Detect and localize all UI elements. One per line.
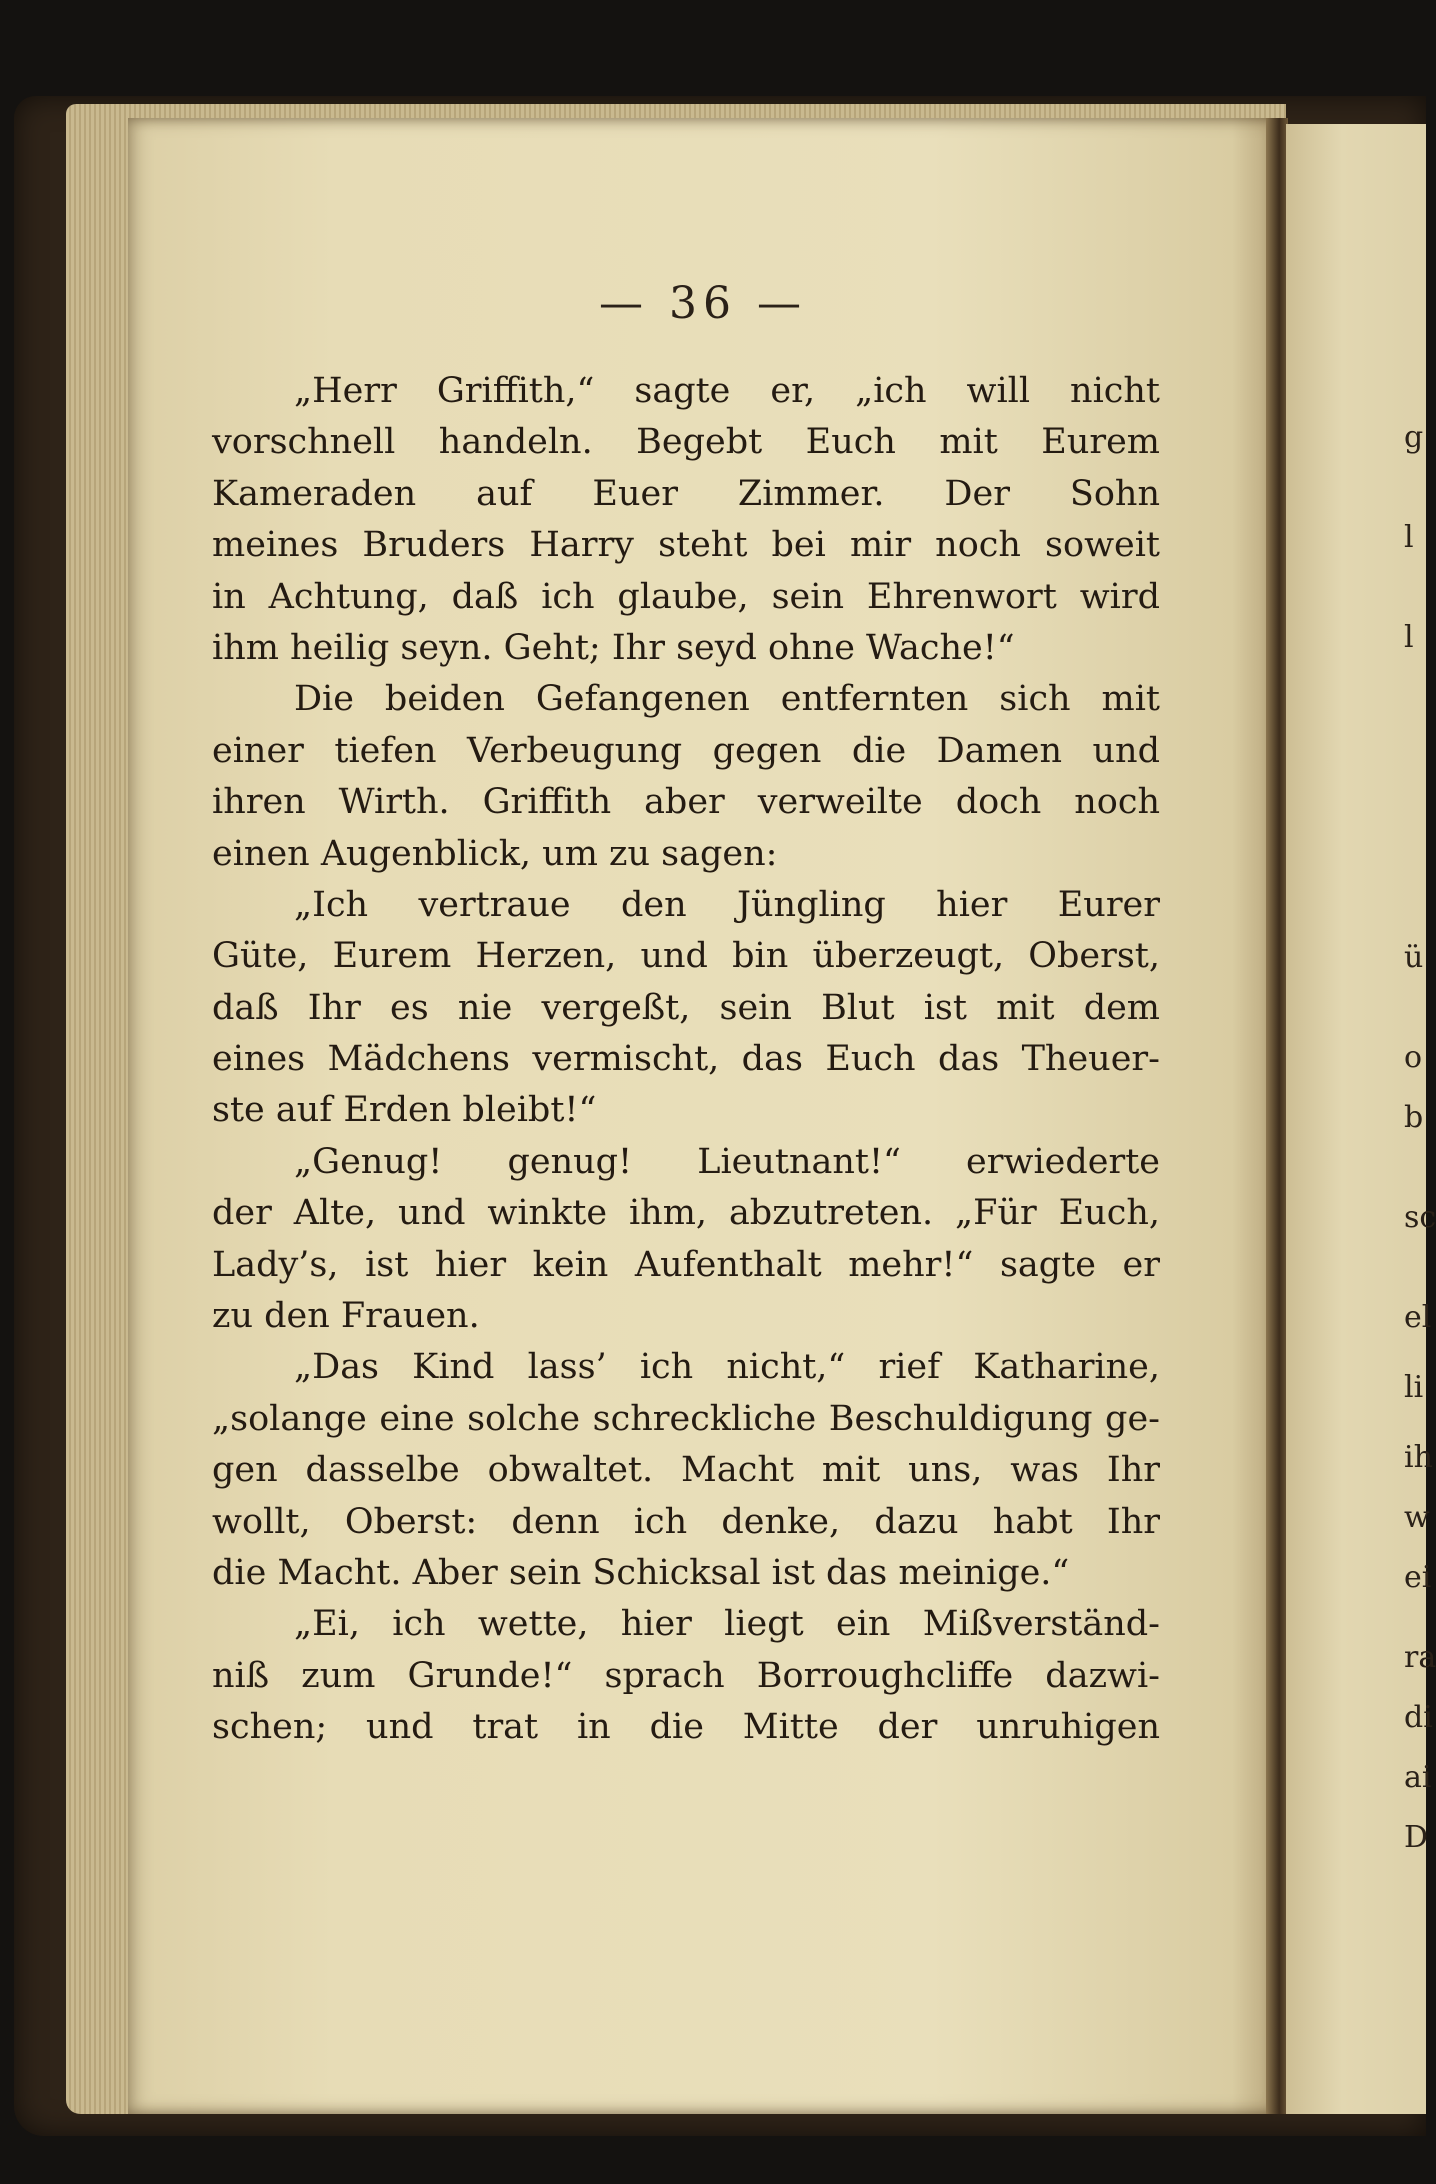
text-line: der Alte, und winkte ihm, abzutreten. „Für Euch, <box>212 1193 1160 1234</box>
text-line: einer tiefen Verbeugung gegen die Damen und <box>212 730 1160 771</box>
text-line: meines Bruders Harry steht bei mir noch soweit <box>212 525 1160 566</box>
next-page-fragment: w <box>1404 1500 1430 1535</box>
next-page-fragment: ü <box>1404 940 1424 975</box>
page-text <box>212 366 1160 1754</box>
next-page-fragment: li <box>1404 1370 1424 1405</box>
next-page-fragment: D <box>1404 1820 1429 1855</box>
text-line: ihm heilig seyn. Geht; Ihr seyd ohne Wache!“ <box>212 627 1015 668</box>
text-line: vorschnell handeln. Begebt Euch mit Eurem <box>212 422 1160 463</box>
text-line: niß zum Grunde!“ sprach Borroughcliffe dazwi- <box>212 1655 1160 1696</box>
next-page-fragment: g <box>1404 420 1424 455</box>
next-page-fragment: ai <box>1404 1760 1432 1795</box>
text-line: wollt, Oberst: denn ich denke, dazu habt Ihr <box>212 1501 1160 1542</box>
text-line: Die beiden Gefangenen entfernten sich mit <box>294 679 1160 720</box>
next-page-fragment: di <box>1404 1700 1433 1735</box>
text-line: einen Augenblick, um zu sagen: <box>212 833 778 874</box>
text-line: in Achtung, daß ich glaube, sein Ehrenwort wird <box>212 576 1160 617</box>
text-line: „Das Kind lass’ ich nicht,“ rief Katharine, <box>294 1347 1160 1388</box>
text-line: „Genug! genug! Lieutnant!“ erwiederte <box>294 1141 1160 1182</box>
text-line: eines Mädchens vermischt, das Euch das Theuer- <box>212 1039 1160 1080</box>
next-page-fragment: el <box>1404 1300 1432 1335</box>
next-page-fragment: ih <box>1404 1440 1433 1475</box>
next-page-fragment: sc <box>1404 1200 1436 1235</box>
text-line: „Ich vertraue den Jüngling hier Eurer <box>294 884 1160 925</box>
page-number: — 36 — <box>599 278 807 329</box>
text-line: „solange eine solche schreckliche Beschuldigung ge- <box>212 1398 1160 1439</box>
text-line: gen dasselbe obwaltet. Macht mit uns, was Ihr <box>212 1450 1160 1491</box>
text-line: ihren Wirth. Griffith aber verweilte doch noch <box>212 782 1160 823</box>
text-line: Lady’s, ist hier kein Aufenthalt mehr!“ sagte er <box>212 1244 1160 1285</box>
text-line: Kameraden auf Euer Zimmer. Der Sohn <box>212 473 1160 514</box>
text-line: zu den Frauen. <box>212 1296 480 1337</box>
text-line: daß Ihr es nie vergeßt, sein Blut ist mit dem <box>212 987 1160 1028</box>
next-page-fragment: ra <box>1404 1640 1436 1675</box>
next-page-fragment: ei <box>1404 1560 1432 1595</box>
next-page-fragment: o <box>1404 1040 1423 1075</box>
next-page-fragment: l <box>1404 620 1414 655</box>
next-page-fragment: b <box>1404 1100 1424 1135</box>
next-page-fragment: l <box>1404 520 1414 555</box>
text-line: schen; und trat in die Mitte der unruhigen <box>212 1707 1160 1748</box>
text-line: ste auf Erden bleibt!“ <box>212 1090 597 1131</box>
text-line: „Ei, ich wette, hier liegt ein Mißverständ- <box>294 1604 1160 1645</box>
text-line: „Herr Griffith,“ sagte er, „ich will nicht <box>294 371 1160 411</box>
book-gutter <box>1266 118 1288 2114</box>
text-line: Güte, Eurem Herzen, und bin überzeugt, Oberst, <box>212 936 1160 977</box>
text-line: die Macht. Aber sein Schicksal ist das meinige.“ <box>212 1552 1070 1593</box>
